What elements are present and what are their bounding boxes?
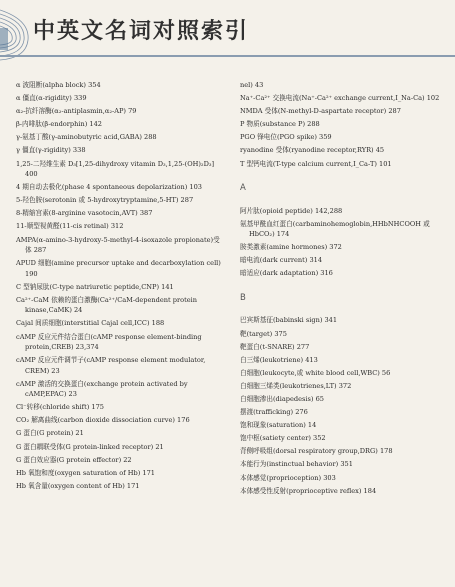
index-entry: C 型钠尿肽(C-type natriuretic peptide,CNP) 141	[16, 282, 174, 291]
index-entry: 饱和现象(saturation) 14	[240, 421, 317, 430]
index-entry: 白细胞(leukocyte,或 white blood cell,WBC) 56	[240, 368, 391, 377]
index-entry: 暗电流(dark current) 314	[240, 256, 323, 265]
index-entry: cAMP 激活的交换蛋白(exchange protein activated by cAMP,EPAC) 23	[16, 379, 188, 399]
section-letter-a: A	[240, 183, 246, 194]
index-entry: 5-羟色胺(serotonin 或 5-hydroxytryptamine,5-HT) 287	[16, 196, 194, 205]
index-entry: G 蛋白耦联受体(G protein-linked receptor) 21	[16, 442, 164, 451]
page-header	[0, 0, 455, 68]
index-entry: Hb 氧含量(oxygen content of Hb) 171	[16, 481, 140, 490]
section-letter-b: B	[240, 292, 246, 303]
index-entry: P 物质(substance P) 288	[240, 120, 320, 129]
index-entry: 白细胞渗出(diapedesis) 65	[240, 395, 324, 403]
index-entry: 胺类激素(amine hormones) 372	[240, 243, 342, 252]
index-entry: 白细胞三烯类(leukotrienes,LT) 372	[240, 381, 352, 390]
index-entry: Ca²⁺-CaM 依赖的蛋白激酶(Ca²⁺/CaM-dependent protein kinase,CaMK) 24	[16, 295, 198, 315]
index-entry: 巴宾斯基征(babinski sign) 341	[240, 316, 338, 325]
header-rule	[0, 55, 455, 57]
page-title: 中英文名词对照索引	[33, 19, 250, 44]
index-entry: γ 僵直(γ-rigidity) 338	[16, 146, 86, 155]
index-entry: T 型钙电流(T-type calcium current,I_Ca-T) 101	[240, 159, 392, 168]
index-entry: 本能行为(instinctual behavior) 351	[240, 460, 353, 469]
index-entry: AMPA(α-amino-3-hydroxy-5-methyl-4-isoxazole propionate)受体 287	[16, 235, 220, 255]
index-entry: Cl⁻转移(chloride shift) 175	[16, 403, 104, 412]
index-entry: CO₂ 解离曲线(carbon dioxide dissociation curve) 176	[16, 416, 190, 425]
right-top-entries	[240, 80, 445, 169]
index-entry: APUD 细胞(amine precursor uptake and decarboxylation cell) 190	[16, 259, 221, 278]
index-entry: 摆渡(trafficking) 276	[240, 408, 308, 417]
section-a-entries	[240, 206, 445, 279]
index-entry: 本体感觉(proprioception) 303	[240, 473, 336, 482]
index-entry: γ-氨基丁酸(γ-aminobutyric acid,GABA) 288	[16, 133, 157, 142]
index-entry: α₂-抗纤溶酶(α₂-antiplasmin,α₂-AP) 79	[16, 107, 137, 116]
index-entry: 氨基甲酰血红蛋白(carbaminohemoglobin,HHbNHCOOH 或 HbCO₂) 174	[240, 219, 430, 239]
index-entry: 靶蛋白(t-SNARE) 277	[240, 342, 310, 351]
right-index-column	[240, 80, 445, 499]
index-entry: 白三烯(leukotriene) 413	[240, 355, 318, 364]
index-entry: 4 期自动去极化(phase 4 spontaneous depolarization) 103	[16, 183, 202, 192]
index-entry: 8-精缩宫素(8-arginine vasotocin,AVT) 387	[16, 209, 153, 218]
index-entry: Na⁺-Ca²⁺ 交换电流(Na⁺-Ca²⁺ exchange current,I_Na-Ca) 102	[240, 94, 440, 103]
index-entry: cAMP 反应元件结合蛋白(cAMP response element-binding protein,CREB) 23,374	[16, 332, 202, 351]
index-entry: 暗适应(dark adaptation) 316	[240, 269, 333, 278]
index-entry: 饱中枢(satiety center) 352	[240, 434, 326, 443]
section-b-entries	[240, 315, 445, 496]
index-entry: G 蛋白(G protein) 21	[16, 429, 84, 438]
index-entry: 1,25-二羟维生素 D₃[1,25-dihydroxy vitamin D₃,1,25-(OH)₂D₃] 400	[16, 159, 215, 179]
index-entry: 背侧呼吸组(dorsal respiratory group,DRG) 178	[240, 447, 393, 456]
index-entry: 11-顺型视黄醛(11-cis retinal) 312	[16, 222, 124, 231]
index-entry: β-内啡肽(β-endorphin) 142	[16, 120, 103, 129]
index-entry: 靶(target) 375	[240, 329, 287, 338]
index-entry: cAMP 反应元件调节子(cAMP response element modulator, CREM) 23	[16, 356, 206, 375]
index-entry: Hb 氧饱和度(oxygen saturation of Hb) 171	[16, 468, 155, 477]
left-index-column	[16, 80, 226, 494]
index-entry: α 僵直(α-rigidity) 339	[16, 94, 87, 103]
index-entry: nel) 43	[240, 81, 264, 89]
index-entry: 本体感受性反射(proprioceptive reflex) 184	[240, 486, 377, 495]
index-entry: Cajal 间质细胞(interstitial Cajal cell,ICC) 188	[16, 319, 165, 328]
index-entry: α 波阻断(alpha block) 354	[16, 81, 101, 89]
index-entry: ryanodine 受体(ryanodine receptor,RYR) 45	[240, 146, 385, 155]
index-entry: NMDA 受体(N-methyl-D-aspartate receptor) 287	[240, 107, 401, 116]
index-entry: 阿片肽(opioid peptide) 142,288	[240, 206, 343, 215]
index-entry: PGO 锋电位(PGO spike) 359	[240, 133, 332, 142]
index-entry: G 蛋白效应器(G protein effector) 22	[16, 455, 132, 464]
